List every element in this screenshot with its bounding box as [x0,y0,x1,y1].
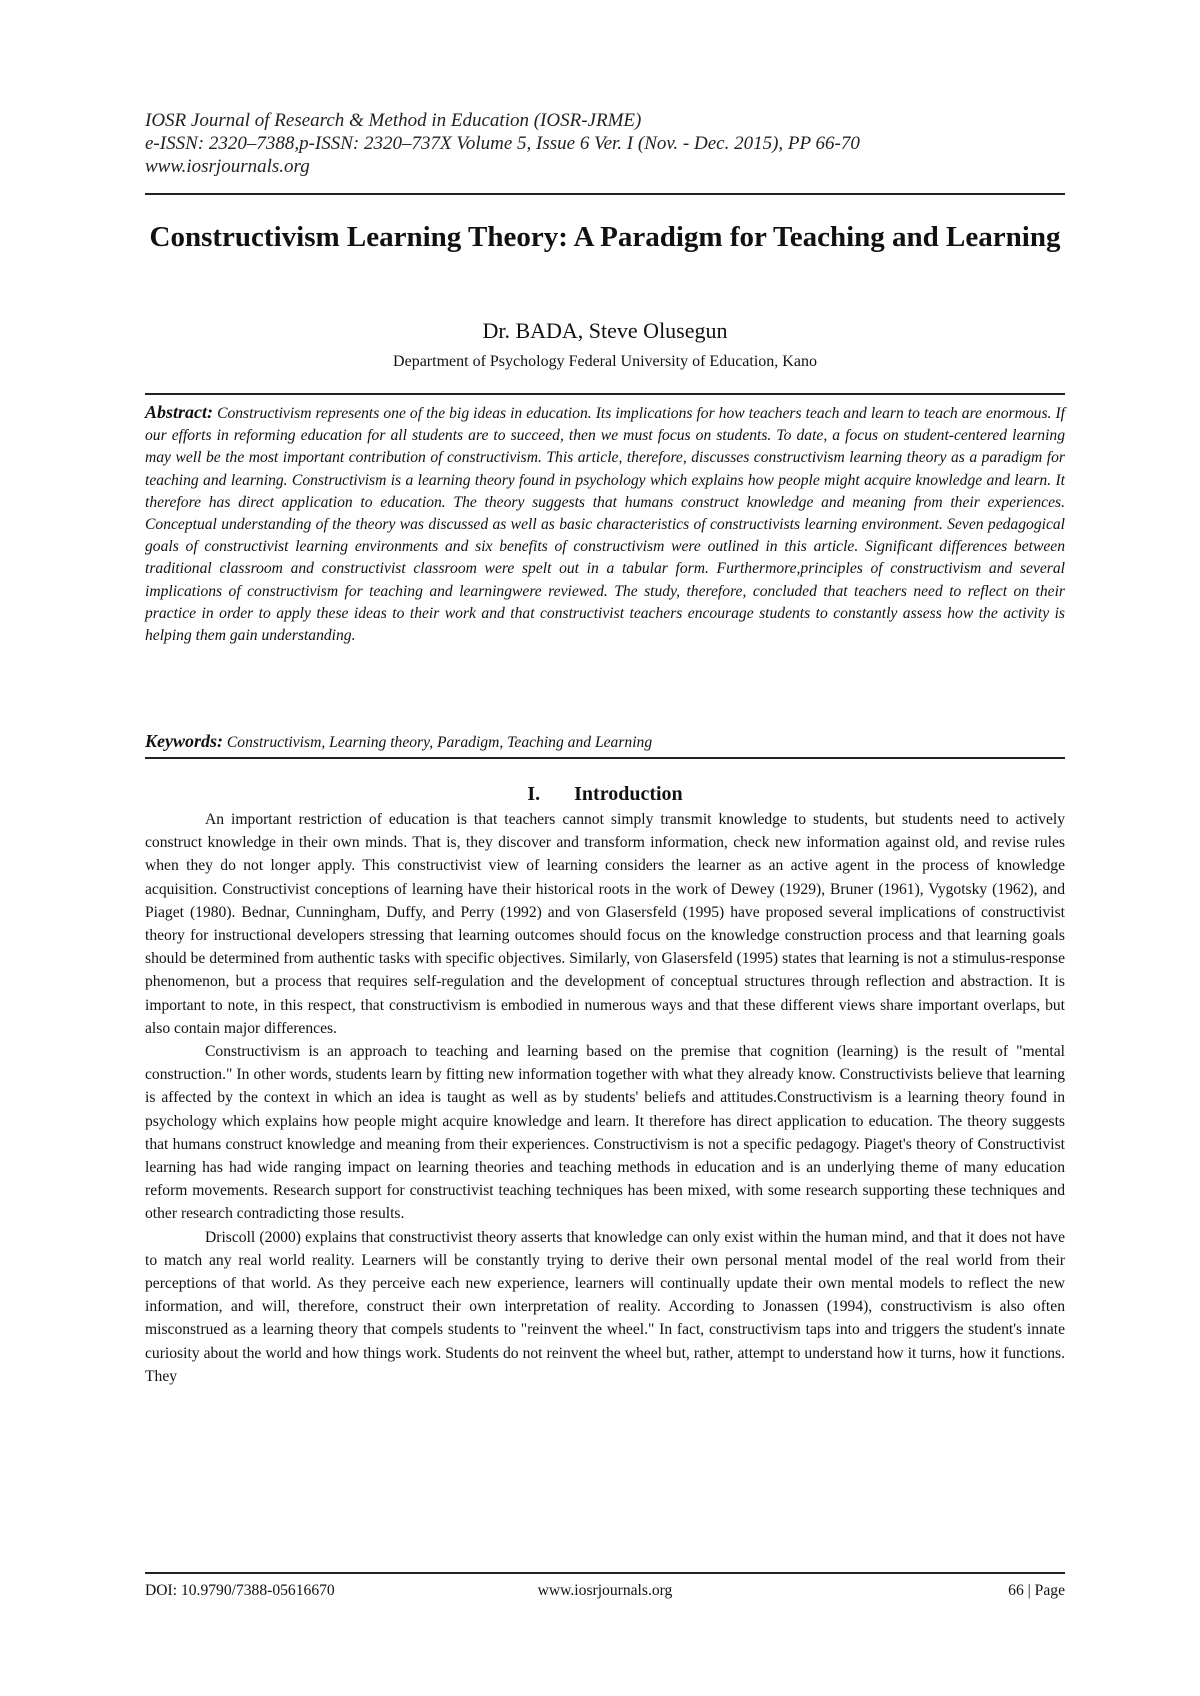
keywords [145,730,1065,754]
footer-divider [145,1572,1065,1574]
keywords-label: Keywords: [145,731,223,751]
abstract-bottom-divider [145,757,1065,759]
page-footer [145,1581,1065,1601]
journal-name: IOSR Journal of Research & Method in Education (IOSR-JRME) [145,110,642,131]
author-affiliation: Department of Psychology Federal University of Education, Kano [393,353,817,370]
paragraph: Constructivism is an approach to teaching and learning based on the premise that cognition (learning) is the result of "mental construction." In other words, students learn by fitting new information together with what they already know. Constructivists believe that learning is affected by the context in which an idea is taught as well as by students' beliefs and attitudes.Constructivism is a learning theory found in psychology which explains how people might acquire knowledge and learn. It therefore has direct application to education. The theory suggests that humans construct knowledge and meaning from their experiences. Constructivism is not a specific pedagogy. Piaget's theory of Constructivist learning has had wide ranging impact on learning theories and teaching methods in education and is an underlying theme of many education reform movements. Research support for constructivist teaching techniques has been mixed, with some research supporting these techniques and other research contradicting those results. [145,1043,1065,1223]
abstract-label: Abstract: [145,402,214,422]
paragraph: Driscoll (2000) explains that constructivist theory asserts that knowledge can only exist within the human mind, and that it does not have to match any real world reality. Learners will be constantly trying to derive their own personal mental model of the real world from their perceptions of that world. As they perceive each new experience, learners will continually update their own mental models to reflect the new information, and will, therefore, construct their own interpretation of reality. According to Jonassen (1994), constructivism is also often misconstrued as a learning theory that compels students to "reinvent the wheel." In fact, constructivism taps into and triggers the student's innate curiosity about the world and how things work. Students do not reinvent the wheel but, rather, attempt to understand how it turns, how it functions. They [145,1228,1065,1385]
paper-title: Constructivism Learning Theory: A Paradigm for Teaching and Learning [149,221,1061,253]
section-title: Introduction [574,783,683,805]
footer-doi: DOI: 10.9790/7388-05616670 [145,1582,335,1599]
body-text [145,808,1065,1388]
paper-author: Dr. BADA, Steve Olusegun [482,318,728,343]
abstract-top-divider [145,393,1065,395]
keywords-text: Constructivism, Learning theory, Paradigm, Teaching and Learning [226,734,653,751]
journal-website: www.iosrjournals.org [145,156,310,177]
abstract [145,401,1065,647]
abstract-text: Constructivism represents one of the big ideas in education. Its implications for how teachers teach and learn to teach are enormous. If our efforts in reforming education for all students are to succeed, then we must focus on students. To date, a focus on student-centered learning may well be the most important contribution of constructivism. This article, therefore, discusses constructivism learning theory as a paradigm for teaching and learning. Constructivism is a learning theory found in psychology which explains how people might acquire knowledge and learn. It therefore has direct application to education. The theory suggests that humans construct knowledge and meaning from their experiences. Conceptual understanding of the theory was discussed as well as basic characteristics of constructivists learning environment. Seven pedagogical goals of constructivist learning environments and six benefits of constructivism were outlined in this article. Significant differences between traditional classroom and constructivist classroom were spelt out in a tabular form. Furthermore,principles of constructivism and several implications of constructivism for teaching and learningwere reviewed. The study, therefore, concluded that teachers need to reflect on their practice in order to apply these ideas to their work and that constructivist teachers encourage students to constantly assess how the activity is helping them gain understanding. [145,405,1065,645]
section-heading [145,782,1065,806]
footer-website: www.iosrjournals.org [537,1582,673,1599]
journal-issn: e-ISSN: 2320–7388,p-ISSN: 2320–737X Volume 5, Issue 6 Ver. I (Nov. - Dec. 2015), PP 66-70 [145,133,860,154]
page-number: 66 | Page [1008,1582,1065,1599]
paragraph: An important restriction of education is that teachers cannot simply transmit knowledge to students, but students need to actively construct knowledge in their own minds. That is, they discover and transform information, check new information against old, and revise rules when they do not longer apply. This constructivist view of learning considers the learner as an active agent in the process of knowledge acquisition. Constructivist conceptions of learning have their historical roots in the work of Dewey (1929), Bruner (1961), Vygotsky (1962), and Piaget (1980). Bednar, Cunningham, Duffy, and Perry (1992) and von Glasersfeld (1995) have proposed several implications of constructivist theory for instructional developers stressing that learning outcomes should focus on the knowledge construction process and that learning goals should be determined from authentic tasks with specific objectives. Similarly, von Glasersfeld (1995) states that learning is not a stimulus-response phenomenon, but a process that requires self-regulation and the development of conceptual structures through reflection and abstraction. It is important to note, in this respect, that constructivism is embodied in numerous ways and that these different views share important overlaps, but also contain major differences. [145,811,1065,1037]
header-divider [145,193,1065,195]
journal-header [145,109,1065,178]
section-number: I. [527,783,541,805]
